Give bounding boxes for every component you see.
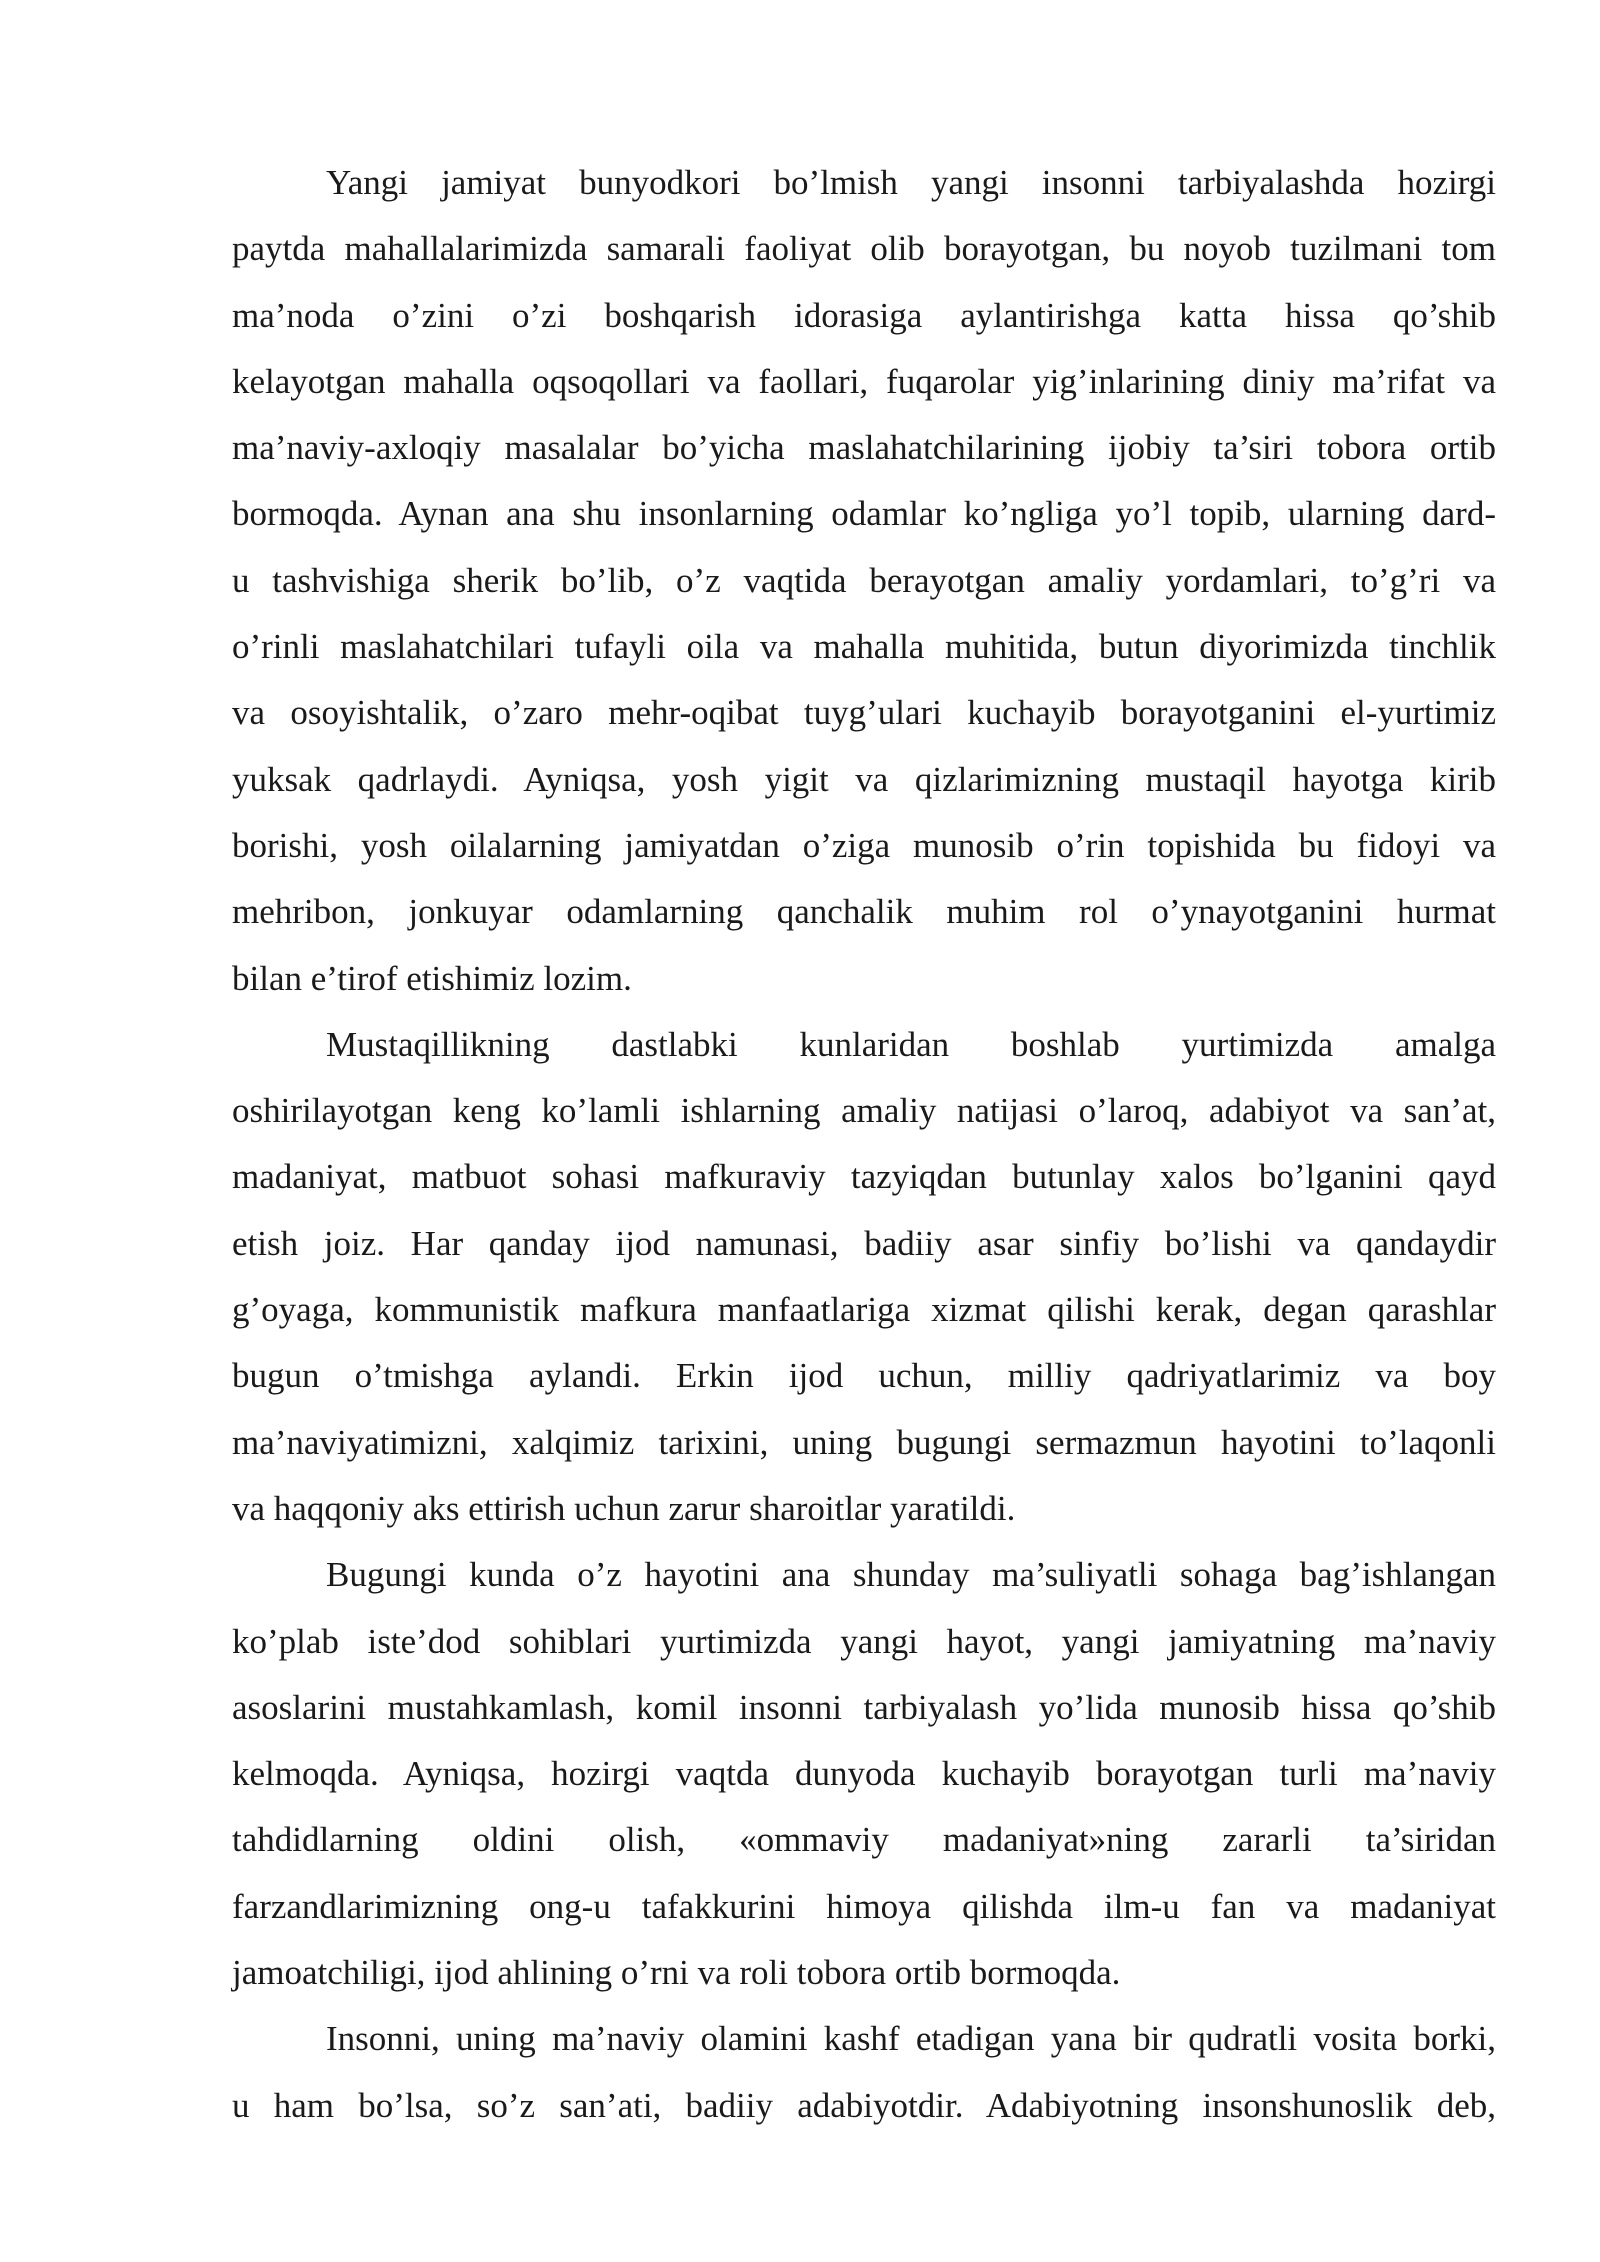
text-line: Yangi jamiyat bunyodkori bo’lmish yangi insonni tarbiyalashda hozirgi (326, 163, 1496, 202)
text-line: asoslarini mustahkamlash, komil insonni tarbiyalash yo’lida munosib hissa qo’shib (232, 1687, 1496, 1727)
text-line: bormoqda. Aynan ana shu insonlarning odamlar ko’ngliga yo’l topib, ularning dard- (232, 494, 1496, 534)
text-line: va haqqoniy aks ettirish uchun zarur sharoitlar yaratildi. (232, 1488, 1016, 1528)
paragraph (232, 1012, 1496, 1542)
text-line: tahdidlarning oldini olish, «ommaviy madaniyat»ning zararli ta’siridan (232, 1820, 1496, 1860)
text-line: ko’plab iste’dod sohiblari yurtimizda yangi hayot, yangi jamiyatning ma’naviy (232, 1621, 1496, 1661)
text-line: Insonni, uning ma’naviy olamini kashf etadigan yana bir qudratli vosita borki, (326, 2019, 1496, 2059)
text-line: Mustaqillikning dastlabki kunlaridan boshlab yurtimizda amalga (326, 1024, 1496, 1064)
text-line: etish joiz. Har qanday ijod namunasi, badiiy asar sinfiy bo’lishi va qandaydir (232, 1223, 1496, 1263)
text-line: bugun o’tmishga aylandi. Erkin ijod uchun, milliy qadriyatlarimiz va boy (232, 1356, 1496, 1396)
text-line: farzandlarimizning ong-u tafakkurini himoya qilishda ilm-u fan va madaniyat (232, 1886, 1496, 1926)
text-line: ma’naviy-axloqiy masalalar bo’yicha maslahatchilarining ijobiy ta’siri tobora ortib (232, 428, 1496, 468)
text-line: u ham bo’lsa, so’z san’ati, badiiy adabiyotdir. Adabiyotning insonshunoslik deb, (232, 2085, 1496, 2125)
text-line: kelmoqda. Ayniqsa, hozirgi vaqtda dunyoda kuchayib borayotgan turli ma’naviy (232, 1754, 1496, 1794)
text-line: borishi, yosh oilalarning jamiyatdan o’ziga munosib o’rin topishida bu fidoyi va (232, 825, 1496, 865)
text-line: u tashvishiga sherik bo’lib, o’z vaqtida berayotgan amaliy yordamlari, to’g’ri va (232, 560, 1496, 600)
text-line: va osoyishtalik, o’zaro mehr-oqibat tuyg’ulari kuchayib borayotganini el-yurtimiz (232, 693, 1496, 733)
text-line: paytda mahallalarimizda samarali faoliyat olib borayotgan, bu noyob tuzilmani tom (232, 229, 1496, 269)
text-line: yuksak qadrlaydi. Ayniqsa, yosh yigit va qizlarimizning mustaqil hayotga kirib (232, 759, 1496, 799)
text-line: mehribon, jonkuyar odamlarning qanchalik muhim rol o’ynayotganini hurmat (232, 892, 1496, 932)
text-line: madaniyat, matbuot sohasi mafkuraviy tazyiqdan butunlay xalos bo’lganini qayd (232, 1157, 1496, 1197)
text-line: o’rinli maslahatchilari tufayli oila va mahalla muhitida, butun diyorimizda tinchlik (232, 627, 1496, 667)
text-line: jamoatchiligi, ijod ahlining o’rni va roli tobora ortib bormoqda. (232, 1953, 1121, 1993)
text-line: bilan e’tirof etishimiz lozim. (232, 958, 632, 998)
text-line: Bugungi kunda o’z hayotini ana shunday ma’suliyatli sohaga bag’ishlangan (326, 1555, 1496, 1595)
text-line: ma’noda o’zini o’zi boshqarish idorasiga aylantirishga katta hissa qo’shib (232, 295, 1496, 335)
text-line: oshirilayotgan keng ko’lamli ishlarning amaliy natijasi o’laroq, adabiyot va san’at, (232, 1091, 1496, 1131)
text-line: kelayotgan mahalla oqsoqollari va faollari, fuqarolar yig’inlarining diniy ma’rifat va (232, 361, 1496, 401)
document-body (232, 150, 1496, 2139)
paragraph (232, 2006, 1496, 2139)
paragraph (232, 1542, 1496, 2006)
text-line: g’oyaga, kommunistik mafkura manfaatlariga xizmat qilishi kerak, degan qarashlar (232, 1290, 1496, 1330)
text-line: ma’naviyatimizni, xalqimiz tarixini, uning bugungi sermazmun hayotini to’laqonli (232, 1422, 1496, 1462)
paragraph (232, 150, 1496, 1012)
